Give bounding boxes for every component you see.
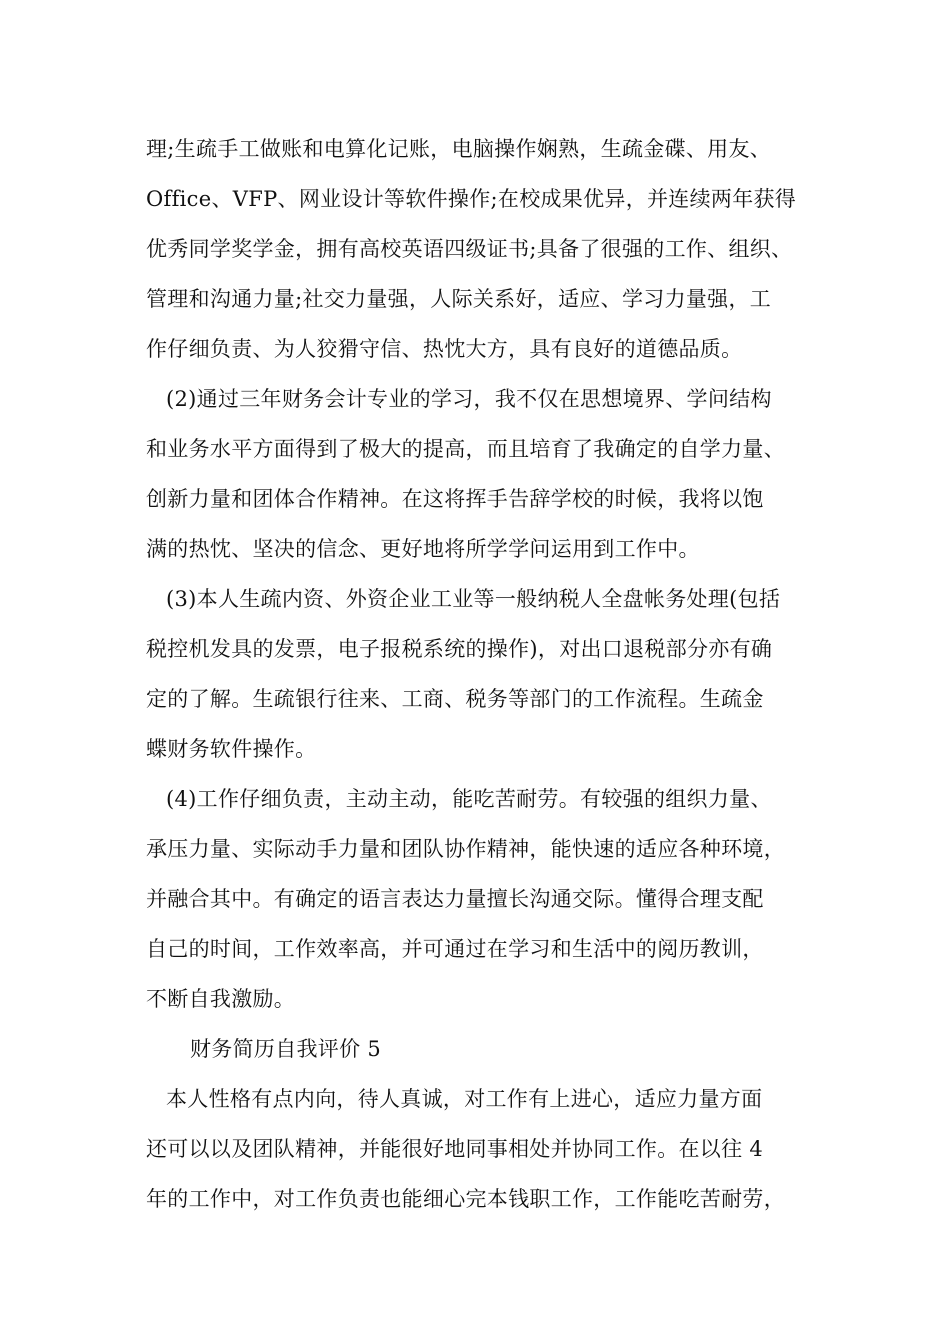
text-line: 还可以以及团队精神，并能很好地同事相处并协同工作。在以往 4 xyxy=(146,1137,764,1161)
text-line: 满的热忱、坚决的信念、更好地将所学学问运用到工作中。 xyxy=(146,537,700,561)
text-line: 蝶财务软件操作。 xyxy=(146,737,317,761)
text-line: 不断自我激励。 xyxy=(146,987,296,1011)
text-line: (3)本人生疏内资、外资企业工业等一般纳税人全盘帐务处理(包括 xyxy=(166,587,781,611)
text-line: Office、VFP、网业设计等软件操作;在校成果优异，并连续两年获得 xyxy=(146,187,797,211)
text-line: 定的了解。生疏银行往来、工商、税务等部门的工作流程。生疏金 xyxy=(146,687,764,711)
text-line: 管理和沟通力量;社交力量强，人际关系好，适应、学习力量强，工 xyxy=(146,287,772,311)
text-line: (2)通过三年财务会计专业的学习，我不仅在思想境界、学问结构 xyxy=(166,387,772,411)
text-line: 并融合其中。有确定的语言表达力量擅长沟通交际。懂得合理支配 xyxy=(146,887,764,911)
text-line: (4)工作仔细负责，主动主动，能吃苦耐劳。有较强的组织力量、 xyxy=(166,787,772,811)
text-line: 创新力量和团体合作精神。在这将挥手告辞学校的时候，我将以饱 xyxy=(146,487,764,511)
section-heading: 财务简历自我评价 5 xyxy=(190,1037,382,1061)
text-line: 承压力量、实际动手力量和团队协作精神，能快速的适应各种环境， xyxy=(146,837,785,861)
text-line: 税控机发具的发票，电子报税系统的操作)，对出口退税部分亦有确 xyxy=(146,637,773,661)
text-line: 本人性格有点内向，待人真诚，对工作有上进心，适应力量方面 xyxy=(166,1087,763,1111)
text-line: 作仔细负责、为人狡猾守信、热忱大方，具有良好的道德品质。 xyxy=(146,337,743,361)
text-line: 年的工作中，对工作负责也能细心完本钱职工作，工作能吃苦耐劳， xyxy=(146,1187,785,1211)
text-line: 自己的时间，工作效率高，并可通过在学习和生活中的阅历教训， xyxy=(146,937,764,961)
text-line: 和业务水平方面得到了极大的提高，而且培育了我确定的自学力量、 xyxy=(146,437,785,461)
text-line: 理;生疏手工做账和电算化记账，电脑操作娴熟，生疏金碟、用友、 xyxy=(146,137,772,161)
text-line: 优秀同学奖学金，拥有高校英语四级证书;具备了很强的工作、组织、 xyxy=(146,237,793,261)
